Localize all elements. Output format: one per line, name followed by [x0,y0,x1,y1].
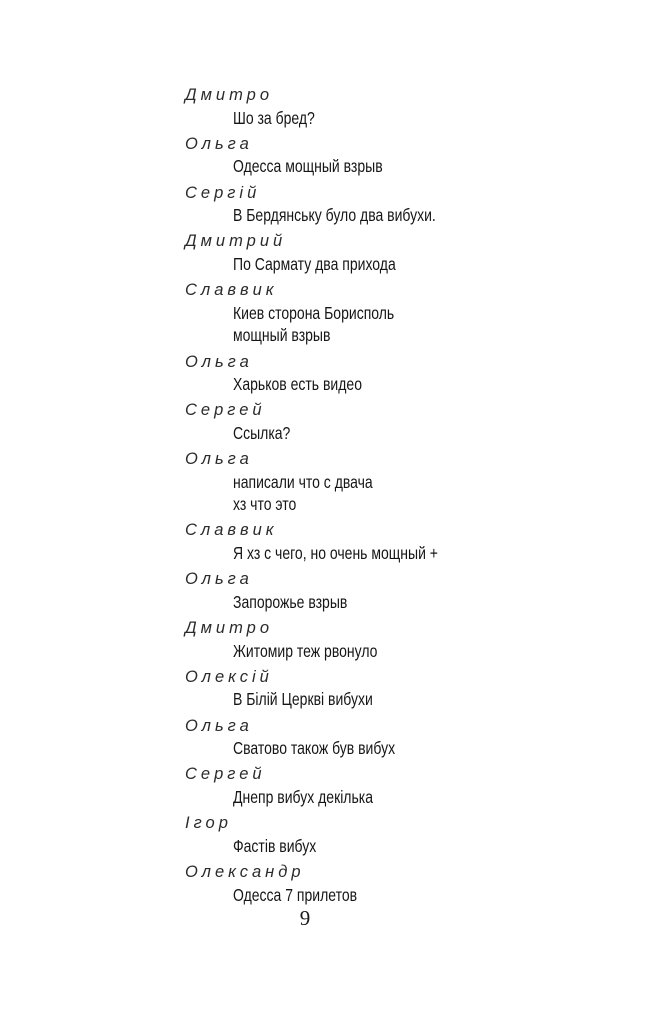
chat-entry [185,568,485,613]
speaker-name: Ольга [185,450,253,469]
message-line: В Бердянську було два вибухи. [233,205,436,226]
message-block [233,155,485,178]
message-line: Харьков есть видео [233,374,362,395]
chat-entry [185,715,485,760]
speaker-name: Ольга [185,134,253,153]
chat-entry [185,519,485,564]
chat-entry [185,84,485,129]
speaker-name: Сергій [185,183,261,202]
message-block [233,884,485,907]
speaker-name: Славвик [185,281,278,300]
speaker-name: Дмитро [185,619,274,637]
chat-entry [185,861,485,906]
speaker-name: Славвик [185,521,278,540]
speaker-name: Дмитро [185,86,274,104]
message-line: Фастів вибух [233,835,317,856]
message-line: По Сармату два прихода [233,253,396,274]
message-line: Одесса мощный взрыв [233,156,383,177]
message-line: Я хз с чего, но очень мощный + [233,543,438,564]
message-line: Киев сторона Борисполь [233,302,395,323]
speaker-name: Ігор [185,814,232,833]
message-block [233,422,485,445]
message-block [233,204,485,227]
speaker-name: Сергей [185,401,266,420]
chat-entry [185,133,485,178]
speaker-name: Сергей [185,765,266,784]
page-number: 9 [299,906,311,930]
message-line: написали что с двача [233,471,373,492]
message-block [233,591,485,614]
message-line: Шо за бред? [233,107,315,128]
chat-entry [185,399,485,444]
message-block [233,253,485,276]
message-block [233,737,485,760]
message-block [233,542,485,565]
message-block [233,471,485,516]
speaker-name: Ольга [185,570,253,589]
speaker-name: Ольга [185,352,253,371]
speaker-name: Олексій [185,667,273,686]
chat-transcript [185,84,485,910]
speaker-name: Ольга [185,716,253,735]
chat-entry [185,279,485,347]
message-line: В Білій Церкві вибухи [233,689,373,710]
message-block [233,786,485,809]
speaker-name: Дмитрий [185,232,287,251]
chat-entry [185,763,485,808]
chat-entry [185,666,485,711]
message-line: Сватово також був вибух [233,738,396,759]
message-block [233,640,485,663]
message-block [233,835,485,858]
message-line: Запорожье взрыв [233,591,348,612]
chat-entry [185,351,485,396]
chat-entry [185,448,485,516]
message-line: Ссылка? [233,422,291,443]
message-block [233,302,485,347]
message-block [233,373,485,396]
message-line: Днепр вибух декілька [233,786,373,807]
chat-entry [185,617,485,662]
message-block [233,107,485,130]
message-block [233,688,485,711]
chat-entry [185,812,485,857]
chat-entry [185,182,485,227]
message-line: мощный взрыв [233,325,331,346]
message-line: Житомир теж рвонуло [233,640,378,661]
message-line: Одесса 7 прилетов [233,884,358,905]
message-line: хз что это [233,494,297,515]
chat-entry [185,230,485,275]
speaker-name: Олександр [185,862,305,881]
